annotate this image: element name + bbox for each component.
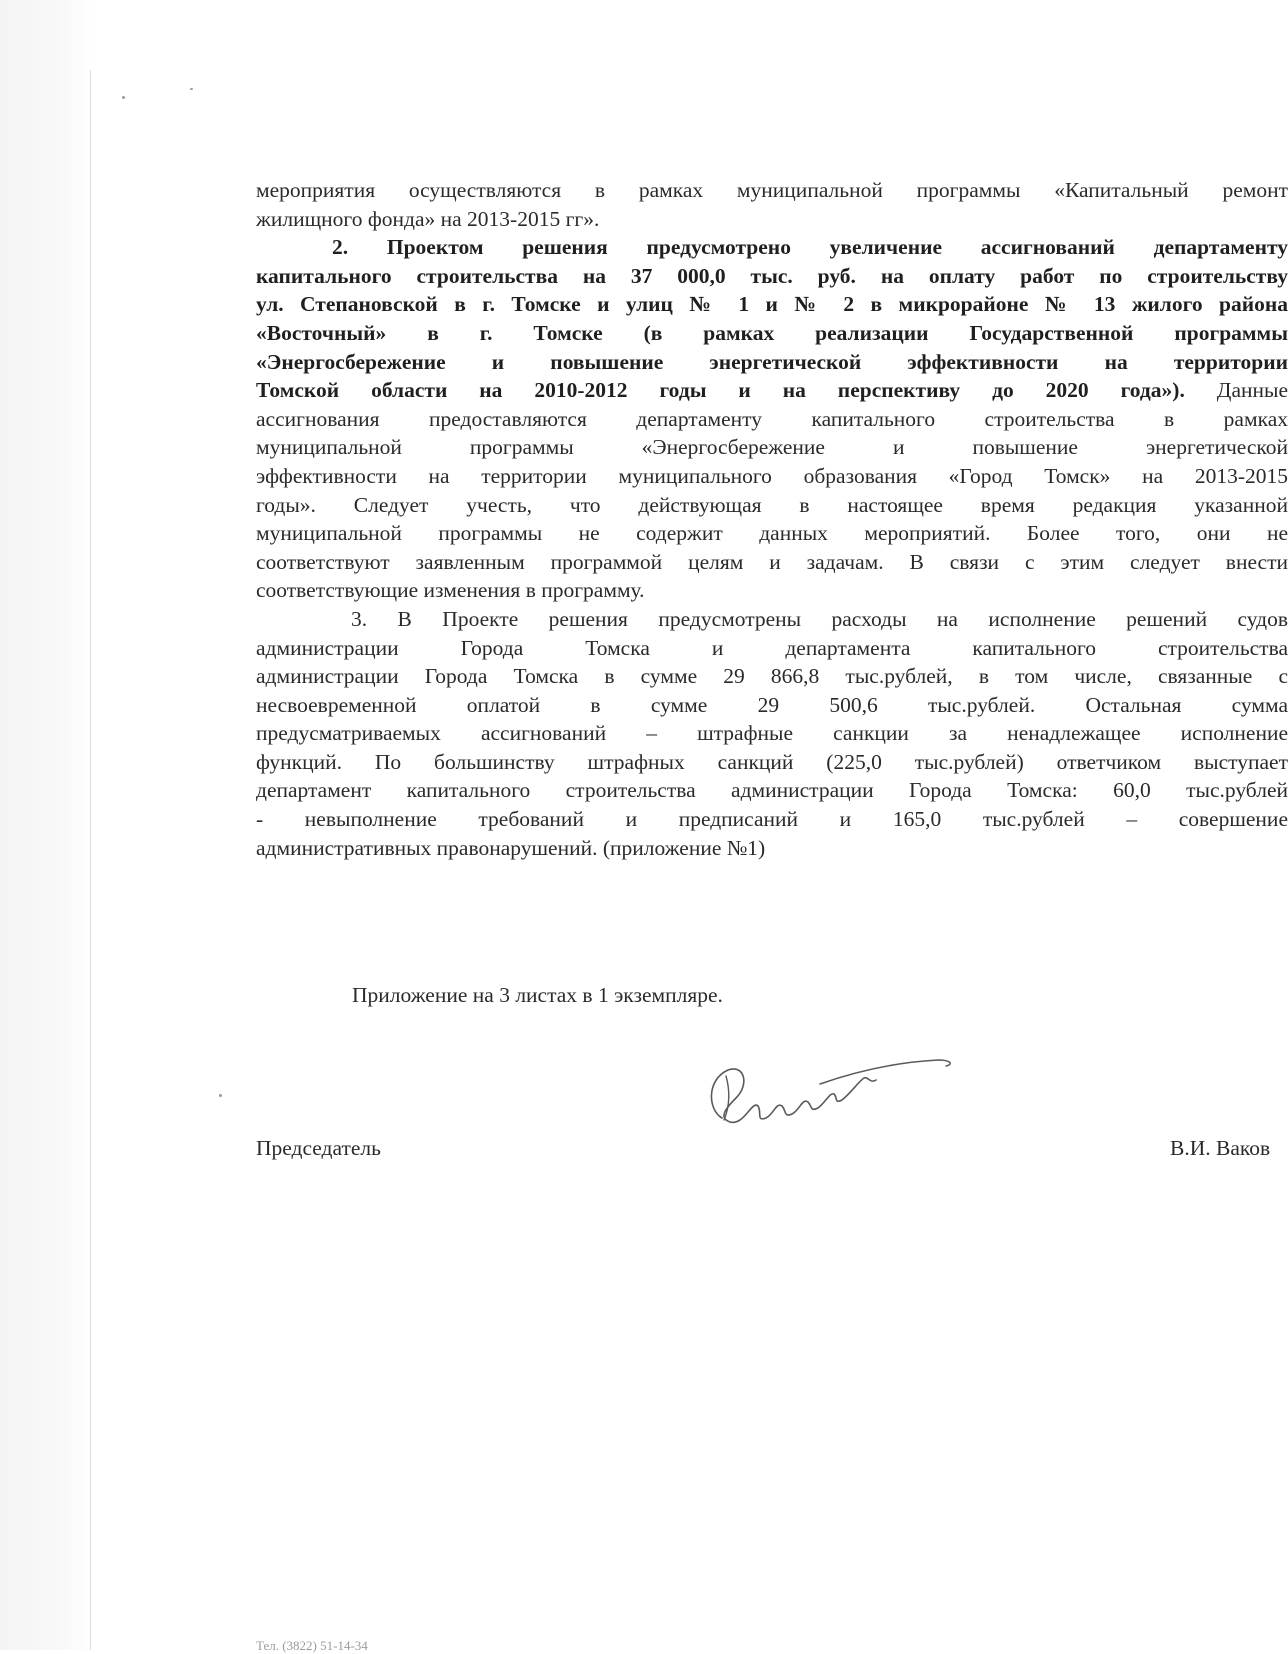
text-line: ассигнования предоставляются департаменту капитального строительства в рамках (256, 406, 1288, 431)
text-line: муниципальной программы «Энергосбережение и повышение энергетической (256, 435, 1288, 460)
text-line: предусматриваемых ассигнований – штрафные санкции за ненадлежащее исполнение (256, 721, 1288, 746)
footer-phone: Тел. (3822) 51-14-34 (256, 1638, 368, 1653)
handwritten-signature (700, 1040, 970, 1150)
text-line: администрации Города Томска в сумме 29 866,8 тыс.рублей, в том числе, связанные с (256, 664, 1288, 689)
text-line: мероприятия осуществляются в рамках муниципальной программы «Капитальный ремонт (256, 178, 1288, 202)
text-line-bold: «Восточный» в г. Томске (в рамках реализации Государственной программы (256, 320, 1288, 345)
document-body (256, 176, 1288, 862)
paragraph-2 (256, 233, 1288, 605)
signatory-title: Председатель (256, 1136, 381, 1160)
text-line-bold: капитального строительства на 37 000,0 тыс. руб. на оплату работ по строительству (256, 263, 1288, 288)
text-line: муниципальной программы не содержит данных мероприятий. Более того, они не (256, 521, 1288, 546)
text-line: - невыполнение требований и предписаний и 165,0 тыс.рублей – совершение (256, 807, 1288, 832)
text-line: несвоевременной оплатой в сумме 29 500,6 тыс.рублей. Остальная сумма (256, 692, 1288, 717)
paragraph-1 (256, 176, 1288, 233)
paragraph-3 (256, 605, 1288, 862)
text-line-bold: 2. Проектом решения предусмотрено увеличение ассигнований департаменту (332, 235, 1288, 260)
text-line: департамент капитального строительства администрации Города Томска: 60,0 тыс.рублей (256, 778, 1288, 803)
text-line: годы». Следует учесть, что действующая в настоящее время редакция указанной (256, 492, 1288, 517)
regular-fragment: Данные (1184, 378, 1288, 403)
text-line: соответствуют заявленным программой целям и задачам. В связи с этим следует внести (256, 549, 1288, 574)
text-line: администрации Города Томска и департамента капитального строительства (256, 635, 1288, 660)
text-line: административных правонарушений. (приложение №1) (256, 835, 766, 860)
text-line-bold: ул. Степановской в г. Томске и улиц № 1 и № 2 в микрорайоне № 13 жилого района (256, 292, 1288, 317)
text-line-mixed (256, 376, 1288, 405)
text-line: эффективности на территории муниципального образования «Город Томск» на 2013-2015 (256, 463, 1288, 488)
attachment-note: Приложение на 3 листах в 1 экземпляре. (352, 983, 723, 1007)
text-line: функций. По большинству штрафных санкций (225,0 тыс.рублей) ответчиком выступает (256, 749, 1288, 774)
signatory-name: В.И. Ваков (1170, 1136, 1271, 1160)
text-line-bold: «Энергосбережение и повышение энергетической эффективности на территории (256, 349, 1288, 374)
text-line: соответствующие изменения в программу. (256, 578, 645, 603)
text-line: жилищного фонда» на 2013-2015 гг». (256, 206, 600, 231)
text-line: 3. В Проекте решения предусмотрены расходы на исполнение решений судов (351, 606, 1288, 631)
bold-fragment: Томской области на 2010-2012 годы и на перспективу до 2020 года»). (256, 378, 1185, 403)
